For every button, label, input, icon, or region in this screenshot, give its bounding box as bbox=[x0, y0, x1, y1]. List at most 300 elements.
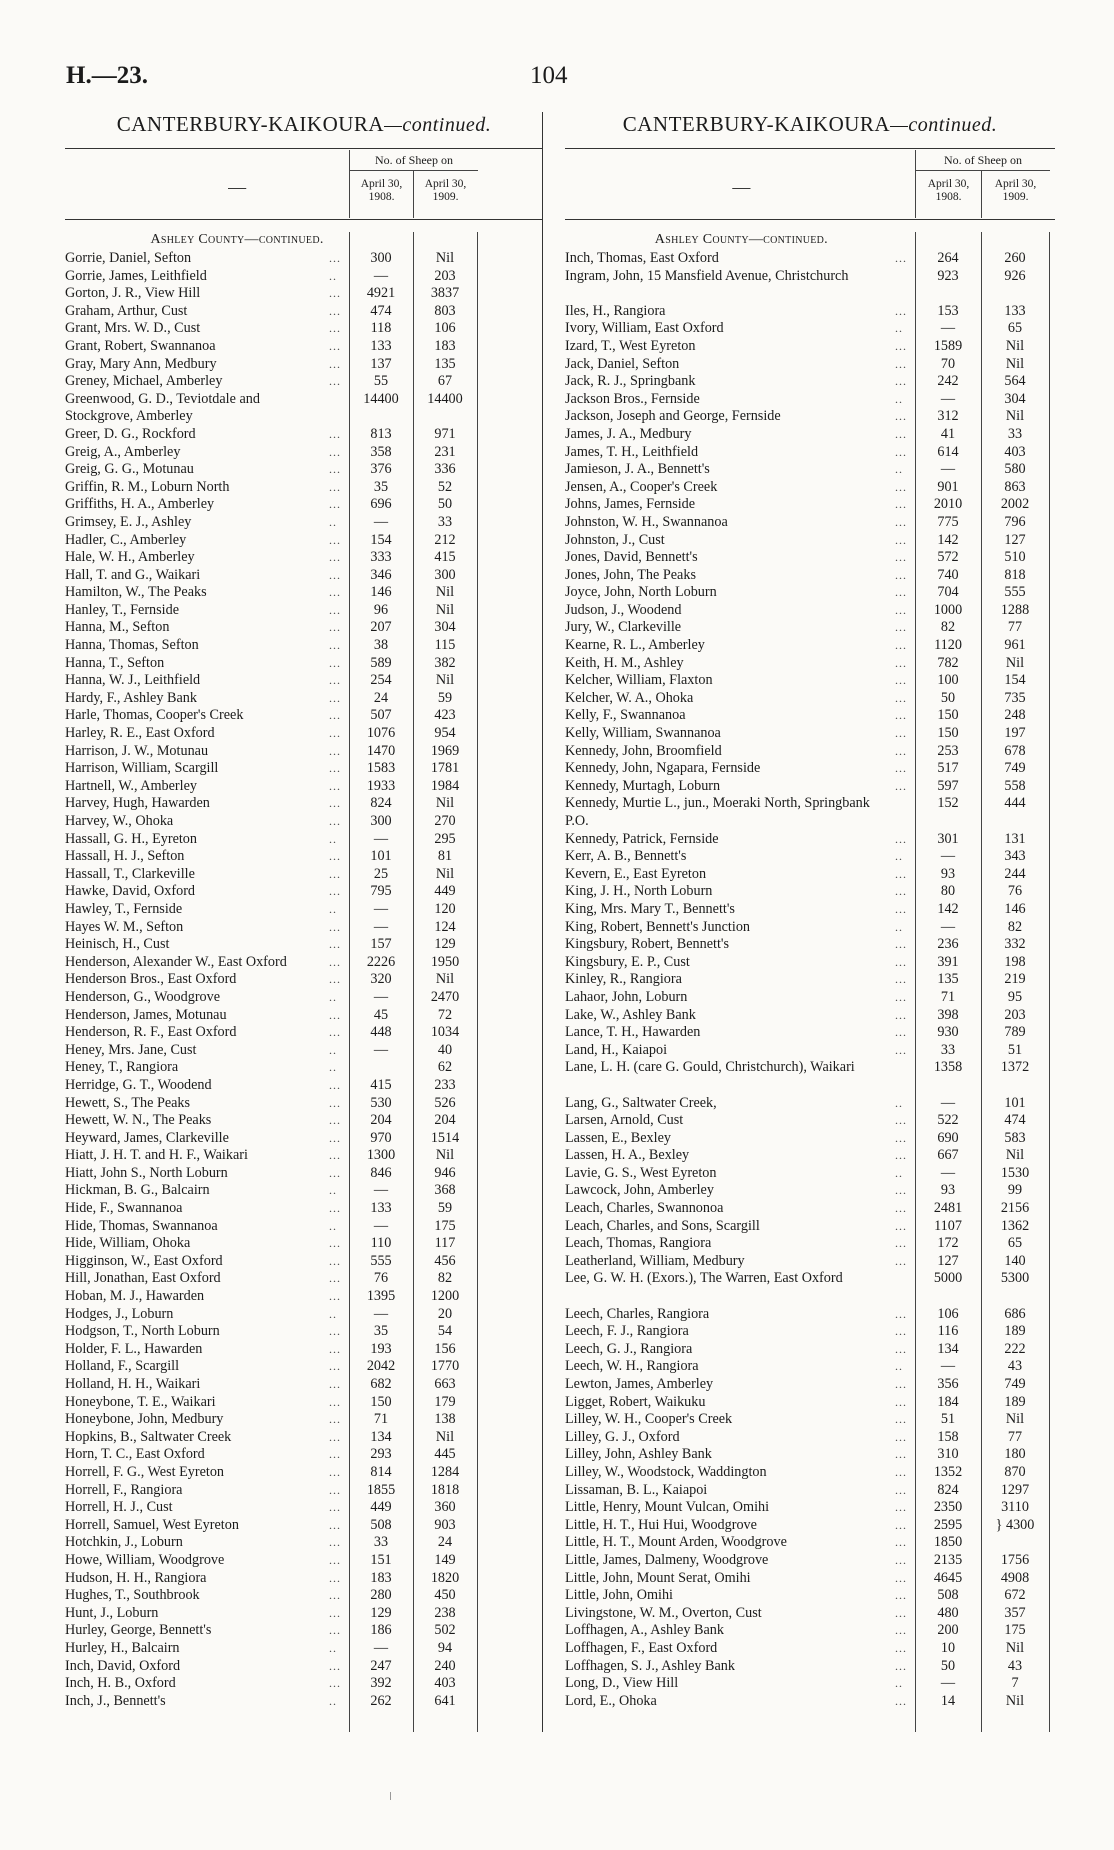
owner-name: Hamilton, W., The Peaks bbox=[65, 584, 207, 601]
table-row bbox=[65, 919, 543, 937]
table-row bbox=[565, 320, 1055, 338]
owner-name: Honeybone, T. E., Waikari bbox=[65, 1393, 216, 1410]
owner-name: Gorton, J. R., View Hill bbox=[65, 285, 201, 302]
sheep-1908: 35 bbox=[373, 478, 389, 495]
leader-dots: ... bbox=[329, 726, 341, 741]
sheep-1908: 5000 bbox=[933, 1270, 963, 1287]
sheep-1909: 156 bbox=[434, 1340, 456, 1357]
sheep-1909: 212 bbox=[434, 531, 456, 548]
sheep-1909: 127 bbox=[1004, 531, 1026, 548]
leader-dots: ... bbox=[329, 286, 341, 301]
sheep-1909: 3110 bbox=[1001, 1499, 1029, 1516]
sheep-1908: — bbox=[373, 988, 389, 1005]
sheep-1909: Nil bbox=[1005, 654, 1025, 671]
sheep-1909: 4908 bbox=[1000, 1569, 1030, 1586]
owner-name: Gorrie, Daniel, Sefton bbox=[65, 250, 192, 266]
leader-dots: ... bbox=[329, 1482, 341, 1497]
table-row bbox=[565, 1517, 1055, 1535]
sheep-1908: 1076 bbox=[366, 725, 396, 742]
table-row bbox=[65, 426, 543, 444]
table-row bbox=[565, 373, 1055, 391]
sheep-1908: — bbox=[373, 1639, 389, 1656]
sheep-1909: 3837 bbox=[430, 285, 460, 302]
owner-name: Kingsbury, E. P., Cust bbox=[565, 953, 690, 970]
sheep-1908: 106 bbox=[937, 1305, 959, 1322]
leader-dots: ... bbox=[895, 655, 907, 670]
leader-dots: ... bbox=[329, 778, 341, 793]
sheep-1908: 4921 bbox=[366, 285, 396, 302]
sheep-1908: 901 bbox=[937, 478, 959, 495]
leader-dots: ... bbox=[895, 374, 907, 389]
sheep-1908: 301 bbox=[937, 830, 959, 847]
sheep-1909: 580 bbox=[1004, 461, 1026, 478]
sheep-1908: — bbox=[940, 1675, 956, 1692]
table-row bbox=[65, 795, 543, 813]
sheep-1908: 682 bbox=[370, 1376, 392, 1392]
table-row bbox=[565, 1130, 1055, 1148]
table-row bbox=[565, 1024, 1055, 1042]
table-row bbox=[65, 1112, 543, 1130]
sheep-1908: 116 bbox=[937, 1323, 959, 1340]
sheep-1908: 24 bbox=[373, 689, 389, 706]
sheep-1908: — bbox=[940, 461, 956, 478]
leader-dots: .. bbox=[329, 1640, 337, 1655]
table-row bbox=[65, 901, 543, 919]
sheep-1909: 423 bbox=[434, 707, 456, 724]
sheep-1909: 1984 bbox=[430, 777, 460, 794]
leader-dots: ... bbox=[895, 356, 907, 371]
sheep-1909: 749 bbox=[1004, 760, 1026, 777]
table-row bbox=[65, 954, 543, 972]
sheep-1908: 157 bbox=[370, 936, 392, 953]
owner-name: Hiatt, J. H. T. and H. F., Waikari bbox=[65, 1147, 248, 1164]
leader-dots: ... bbox=[329, 761, 341, 776]
owner-name: Harley, R. E., East Oxford bbox=[65, 725, 215, 742]
table-row bbox=[565, 954, 1055, 972]
table-row bbox=[65, 883, 543, 901]
leader-dots: .. bbox=[895, 1165, 903, 1180]
sheep-1908: 186 bbox=[370, 1622, 392, 1639]
leader-dots: ... bbox=[895, 989, 907, 1004]
sheep-1909: 583 bbox=[1004, 1129, 1026, 1146]
owner-name: Lilley, G. J., Oxford bbox=[565, 1428, 680, 1445]
sheep-1908: 129 bbox=[370, 1604, 392, 1621]
table-row bbox=[65, 584, 543, 602]
leader-dots: ... bbox=[329, 1271, 341, 1286]
sheep-1909: 564 bbox=[1004, 373, 1026, 390]
leader-dots: ... bbox=[329, 954, 341, 969]
sheep-1909: 20 bbox=[437, 1305, 453, 1322]
sheep-1908: 1300 bbox=[366, 1147, 396, 1164]
table-row bbox=[565, 1622, 1055, 1640]
sheep-1908: 415 bbox=[370, 1076, 392, 1093]
table-row bbox=[65, 285, 543, 303]
sheep-1909: Nil bbox=[435, 971, 455, 988]
year-1909-header: April 30, 1909. bbox=[981, 170, 1049, 218]
sheep-1908: 589 bbox=[370, 654, 392, 671]
sheep-1908: 508 bbox=[937, 1587, 959, 1604]
owner-name: Kelly, William, Swannanoa bbox=[565, 725, 721, 742]
sheep-1909: 95 bbox=[1007, 988, 1023, 1005]
owner-name: Kelcher, William, Flaxton bbox=[565, 672, 713, 689]
sheep-1908: 312 bbox=[937, 408, 959, 425]
sheep-1908: 293 bbox=[370, 1446, 392, 1463]
sheep-1909: 510 bbox=[1004, 549, 1026, 566]
leader-dots: .. bbox=[895, 1676, 903, 1691]
leader-dots: .. bbox=[895, 1095, 903, 1110]
sheep-1909: 863 bbox=[1004, 478, 1026, 495]
sheep-1908: 530 bbox=[370, 1094, 392, 1111]
table-row bbox=[565, 637, 1055, 655]
owner-name: Johnston, J., Cust bbox=[565, 531, 665, 548]
table-row bbox=[565, 672, 1055, 690]
table-row bbox=[65, 848, 543, 866]
table-row bbox=[65, 1095, 543, 1113]
section-heading: Ashley County—continued. bbox=[654, 232, 828, 247]
sheep-1909: 219 bbox=[1004, 971, 1026, 988]
sheep-1909: 222 bbox=[1004, 1340, 1026, 1357]
sheep-1908: 193 bbox=[370, 1340, 392, 1357]
leader-dots: ... bbox=[329, 1077, 341, 1092]
leader-dots: ... bbox=[329, 866, 341, 881]
owner-name: Heney, T., Rangiora bbox=[65, 1059, 179, 1076]
owner-name: Grant, Robert, Swannanoa bbox=[65, 337, 216, 354]
sheep-1909: 1372 bbox=[1000, 1059, 1030, 1076]
owner-name: Leach, Charles, Swannonoa bbox=[565, 1200, 724, 1217]
sheep-1909: 54 bbox=[437, 1323, 453, 1340]
sheep-1908: 93 bbox=[940, 1182, 956, 1199]
table-row bbox=[565, 303, 1055, 321]
sheep-1909: Nil bbox=[1005, 1147, 1025, 1164]
owner-name: Hide, William, Ohoka bbox=[65, 1235, 191, 1252]
sheep-1909: 304 bbox=[434, 619, 456, 636]
owner-name: Horrell, H. J., Cust bbox=[65, 1499, 173, 1516]
owner-name: Lahaor, John, Loburn bbox=[565, 988, 688, 1005]
owner-name: Little, John, Omihi bbox=[565, 1587, 673, 1604]
sheep-1908: 133 bbox=[370, 1200, 392, 1217]
leader-dots: ... bbox=[895, 937, 907, 952]
sheep-1909: 189 bbox=[1004, 1323, 1026, 1340]
leader-dots: ... bbox=[895, 409, 907, 424]
sheep-1908: 51 bbox=[940, 1411, 956, 1428]
leader-dots: ... bbox=[329, 919, 341, 934]
sheep-1908: — bbox=[940, 1164, 956, 1181]
sheep-1909: 1950 bbox=[430, 953, 460, 970]
sheep-1908: 82 bbox=[940, 619, 956, 636]
sheep-1909: 1284 bbox=[430, 1463, 460, 1480]
sheep-1908: 183 bbox=[370, 1569, 392, 1586]
table-row bbox=[65, 1658, 543, 1676]
leader-dots: ... bbox=[895, 1218, 907, 1233]
sheep-1908: 41 bbox=[940, 425, 956, 442]
table-row bbox=[65, 672, 543, 690]
sheep-1908: 280 bbox=[370, 1587, 392, 1604]
table-row bbox=[65, 936, 543, 954]
leader-dots: ... bbox=[329, 690, 341, 705]
leader-dots: ... bbox=[329, 1394, 341, 1409]
sheep-1908: — bbox=[940, 848, 956, 865]
page-number: 104 bbox=[530, 62, 568, 89]
sheep-1909: 203 bbox=[434, 267, 456, 284]
owner-name: Little, James, Dalmeny, Woodgrove bbox=[565, 1551, 769, 1568]
sheep-1908: — bbox=[940, 1094, 956, 1111]
sheep-1909: 270 bbox=[434, 813, 456, 829]
leader-dots: ... bbox=[329, 567, 341, 582]
owner-name: Lassen, H. A., Bexley bbox=[565, 1147, 690, 1164]
leader-dots: ... bbox=[895, 251, 907, 265]
leader-dots: ... bbox=[329, 462, 341, 477]
owner-name: Iles, H., Rangiora bbox=[565, 302, 666, 319]
leader-dots: ... bbox=[895, 1640, 907, 1655]
sheep-1908: 134 bbox=[370, 1428, 392, 1445]
table-row bbox=[565, 1059, 1055, 1094]
owner-name: Hurley, H., Balcairn bbox=[65, 1639, 180, 1656]
table-row bbox=[565, 1358, 1055, 1376]
sheep-table bbox=[565, 232, 1055, 1732]
sheep-1909: 332 bbox=[1004, 936, 1026, 953]
leader-dots: ... bbox=[895, 1394, 907, 1409]
sheep-1908: 1470 bbox=[366, 742, 396, 759]
sheep-1909: 154 bbox=[1004, 672, 1026, 689]
sheep-1909: 140 bbox=[1004, 1252, 1026, 1269]
sheep-1909: 33 bbox=[437, 513, 453, 530]
table-row bbox=[565, 1323, 1055, 1341]
sheep-1909: 1756 bbox=[1000, 1551, 1030, 1568]
owner-name: Hadler, C., Amberley bbox=[65, 531, 187, 548]
owner-name: Kennedy, John, Broomfield bbox=[565, 742, 722, 759]
sheep-1908: 1589 bbox=[933, 337, 963, 354]
leader-dots: ... bbox=[329, 743, 341, 758]
sheep-1908: — bbox=[373, 267, 389, 284]
leader-dots: ... bbox=[329, 1359, 341, 1374]
owner-name: Lee, G. W. H. (Exors.), The Warren, East Oxford bbox=[565, 1270, 843, 1287]
sheep-1908: 45 bbox=[373, 1006, 389, 1023]
sheep-1909: 382 bbox=[434, 654, 456, 671]
sheep-1908: 667 bbox=[937, 1147, 959, 1164]
table-row bbox=[565, 1640, 1055, 1658]
leader-dots: ... bbox=[895, 303, 907, 318]
table-row bbox=[565, 1411, 1055, 1429]
owner-name: Lissaman, B. L., Kaiapoi bbox=[565, 1481, 708, 1498]
table-row bbox=[565, 919, 1055, 937]
owner-name: Hurley, George, Bennett's bbox=[65, 1622, 212, 1639]
table-row bbox=[565, 1429, 1055, 1447]
sheep-1909: 870 bbox=[1004, 1463, 1026, 1480]
table-row bbox=[565, 1499, 1055, 1517]
table-row bbox=[565, 1482, 1055, 1500]
sheep-1908: 2595 bbox=[933, 1516, 963, 1533]
owner-name: Leech, G. J., Rangiora bbox=[565, 1340, 693, 1357]
owner-name: Johnston, W. H., Swannanoa bbox=[565, 513, 728, 530]
owner-name: Hayes W. M., Sefton bbox=[65, 918, 184, 935]
leader-dots: .. bbox=[895, 849, 903, 864]
owner-name: Hardy, F., Ashley Bank bbox=[65, 689, 197, 706]
owner-name: Inch, Thomas, East Oxford bbox=[565, 250, 719, 266]
sheep-1909: 233 bbox=[434, 1076, 456, 1093]
leader-dots: ... bbox=[329, 1025, 341, 1040]
leader-dots: .. bbox=[329, 1183, 337, 1198]
owner-name: Hotchkin, J., Loburn bbox=[65, 1534, 183, 1551]
leader-dots: .. bbox=[329, 989, 337, 1004]
leader-dots: ... bbox=[329, 1253, 341, 1268]
leader-dots: ... bbox=[329, 303, 341, 318]
leader-dots: ... bbox=[895, 1148, 907, 1163]
leader-dots: .. bbox=[329, 1060, 337, 1075]
owner-name: Holland, H. H., Waikari bbox=[65, 1376, 201, 1392]
leader-dots: .. bbox=[329, 901, 337, 916]
owner-name: Kelly, F., Swannanoa bbox=[565, 707, 686, 724]
owner-name: Ligget, Robert, Waikuku bbox=[565, 1393, 706, 1410]
owner-name: Leech, W. H., Rangiora bbox=[565, 1358, 699, 1375]
table-header bbox=[565, 148, 1055, 220]
sheep-1909: 5300 bbox=[1000, 1270, 1030, 1287]
owner-name: Little, Henry, Mount Vulcan, Omihi bbox=[565, 1499, 770, 1516]
sheep-1908: 264 bbox=[937, 250, 959, 266]
leader-dots: ... bbox=[895, 1113, 907, 1128]
sheep-1909: 24 bbox=[437, 1534, 453, 1551]
leader-dots: ... bbox=[329, 1517, 341, 1532]
owner-name: Harvey, Hugh, Hawarden bbox=[65, 795, 210, 812]
sheep-1908: 696 bbox=[370, 496, 392, 513]
sheep-1909: 818 bbox=[1004, 566, 1026, 583]
sheep-1908: 614 bbox=[937, 443, 959, 460]
owner-name: Lake, W., Ashley Bank bbox=[565, 1006, 696, 1023]
sheep-1908: — bbox=[373, 1041, 389, 1058]
table-row bbox=[565, 1570, 1055, 1588]
table-row bbox=[565, 514, 1055, 532]
table-row bbox=[565, 760, 1055, 778]
sheep-1909: 526 bbox=[434, 1094, 456, 1111]
sheep-1908: 2135 bbox=[933, 1551, 963, 1568]
owner-name: King, Robert, Bennett's Junction bbox=[565, 918, 751, 935]
sheep-1909: 1200 bbox=[430, 1288, 460, 1305]
table-row bbox=[565, 602, 1055, 620]
leader-dots: ... bbox=[329, 356, 341, 371]
section-heading: Ashley County—continued. bbox=[150, 232, 324, 247]
sheep-1908: 923 bbox=[937, 267, 959, 284]
sheep-1908: 172 bbox=[937, 1235, 959, 1252]
owner-name: King, J. H., North Loburn bbox=[565, 883, 713, 900]
table-row bbox=[65, 1165, 543, 1183]
table-row bbox=[65, 444, 543, 462]
sheep-1909: 357 bbox=[1004, 1604, 1026, 1621]
sheep-1909: 300 bbox=[434, 566, 456, 583]
sheep-1909: 444 bbox=[1004, 795, 1026, 812]
owner-name: Leach, Charles, and Sons, Scargill bbox=[565, 1217, 760, 1234]
table-row bbox=[565, 936, 1055, 954]
sheep-1909: 1969 bbox=[430, 742, 460, 759]
table-row bbox=[65, 1640, 543, 1658]
sheep-1908: 150 bbox=[937, 707, 959, 724]
sheep-1908: 10 bbox=[940, 1639, 956, 1656]
owner-name: Kennedy, Murtie L., jun., Moeraki North, Springbank P.O. bbox=[565, 795, 870, 829]
sheep-1909: 2002 bbox=[1000, 496, 1030, 513]
sheep-1909: 456 bbox=[434, 1252, 456, 1269]
sheep-1909: Nil bbox=[435, 672, 455, 689]
title-text: CANTERBURY-KAIKOURA bbox=[622, 112, 891, 136]
leader-dots: .. bbox=[329, 514, 337, 529]
table-row bbox=[65, 391, 543, 426]
sheep-1909: 77 bbox=[1007, 1428, 1023, 1445]
owner-name: Inch, David, Oxford bbox=[65, 1657, 181, 1674]
leader-dots: ... bbox=[329, 321, 341, 336]
leader-dots: .. bbox=[329, 1218, 337, 1233]
sheep-1908: 184 bbox=[937, 1393, 959, 1410]
table-row bbox=[65, 1007, 543, 1025]
sheep-1908: 2350 bbox=[933, 1499, 963, 1516]
sheep-1908: — bbox=[940, 390, 956, 407]
sheep-1909: 65 bbox=[1007, 320, 1023, 337]
table-row bbox=[65, 1147, 543, 1165]
table-row bbox=[65, 1270, 543, 1288]
leader-dots: ... bbox=[329, 374, 341, 389]
owner-name: Leech, Charles, Rangiora bbox=[565, 1305, 710, 1322]
sheep-1909: 231 bbox=[434, 443, 456, 460]
table-row bbox=[565, 971, 1055, 989]
leader-dots: ... bbox=[895, 514, 907, 529]
leader-dots: ... bbox=[895, 1535, 907, 1550]
table-row bbox=[565, 1376, 1055, 1394]
owner-name: Henderson, R. F., East Oxford bbox=[65, 1024, 237, 1041]
year-1908-header: April 30, 1908. bbox=[915, 170, 981, 218]
owner-name: Little, H. T., Mount Arden, Woodgrove bbox=[565, 1534, 787, 1551]
sheep-1909: 115 bbox=[434, 637, 456, 654]
leader-dots: .. bbox=[895, 462, 903, 477]
owner-name: Greney, Michael, Amberley bbox=[65, 373, 223, 390]
table-row bbox=[65, 496, 543, 514]
sheep-1909: 183 bbox=[434, 337, 456, 354]
owner-name: Hoban, M. J., Hawarden bbox=[65, 1288, 205, 1305]
leader-dots: ... bbox=[329, 1377, 341, 1391]
sheep-1909: Nil bbox=[1005, 337, 1025, 354]
table-row bbox=[565, 989, 1055, 1007]
sheep-1909: 1297 bbox=[1000, 1481, 1030, 1498]
leader-dots: ... bbox=[895, 1130, 907, 1145]
owner-name: Hale, W. H., Amberley bbox=[65, 549, 195, 566]
table-row bbox=[565, 1253, 1055, 1271]
sheep-1908: 33 bbox=[373, 1534, 389, 1551]
owner-name: Hunt, J., Loburn bbox=[65, 1604, 159, 1621]
year-1909-header: April 30, 1909. bbox=[413, 170, 477, 218]
owner-name: Lassen, E., Bexley bbox=[565, 1129, 671, 1146]
table-row bbox=[65, 1464, 543, 1482]
sheep-1908: 14 bbox=[940, 1692, 956, 1709]
table-row bbox=[65, 707, 543, 725]
table-row bbox=[65, 1622, 543, 1640]
sheep-1909: Nil bbox=[1005, 1692, 1025, 1709]
sheep-1908: 1395 bbox=[366, 1288, 396, 1305]
leader-dots: ... bbox=[329, 1341, 341, 1356]
owner-name: Loffhagen, A., Ashley Bank bbox=[565, 1622, 724, 1639]
sheep-1908: 1933 bbox=[366, 777, 396, 794]
owner-name: Little, H. T., Hui Hui, Woodgrove bbox=[565, 1516, 757, 1533]
sheep-1908: 38 bbox=[373, 637, 389, 654]
table-row bbox=[565, 391, 1055, 409]
sheep-1908: 690 bbox=[937, 1129, 959, 1146]
sheep-1909: 1288 bbox=[1000, 601, 1030, 618]
sheep-1909: Nil bbox=[435, 1428, 455, 1445]
sheep-1908: 522 bbox=[937, 1112, 959, 1129]
column-divider bbox=[542, 112, 543, 1732]
table-row bbox=[65, 1429, 543, 1447]
table-row bbox=[565, 690, 1055, 708]
leader-dots: ... bbox=[895, 778, 907, 793]
sheep-1909: 99 bbox=[1007, 1182, 1023, 1199]
sheep-1908: 101 bbox=[370, 848, 392, 865]
sheep-count-header: No. of Sheep on bbox=[349, 150, 478, 171]
sheep-1908: 14400 bbox=[363, 390, 399, 407]
leader-dots: ... bbox=[329, 1412, 341, 1427]
